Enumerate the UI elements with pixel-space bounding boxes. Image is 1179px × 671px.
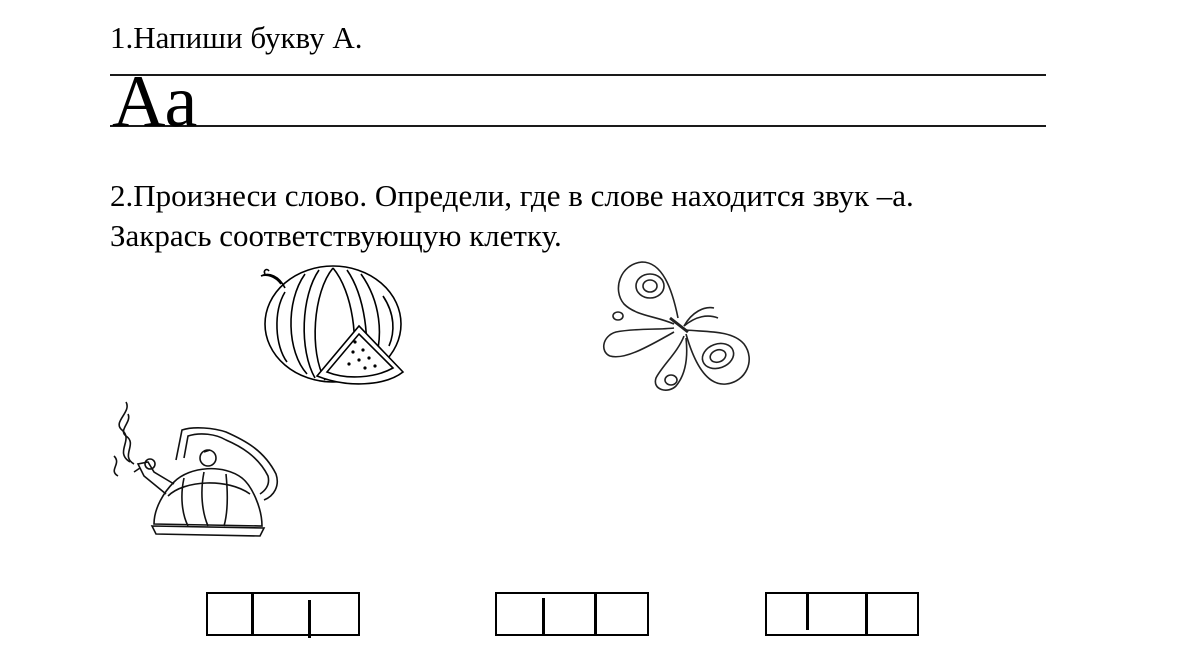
scheme-cell-divider <box>594 594 597 634</box>
butterfly-picture <box>596 256 756 396</box>
task-2-instructions <box>110 176 914 256</box>
task-2-line-2: Закрась соответствующую клетку. <box>110 218 562 253</box>
kettle-icon <box>104 400 294 540</box>
writing-line-bottom <box>110 125 1046 127</box>
scheme-cell-divider <box>865 594 868 634</box>
task-1-title: 1.Напиши букву А. <box>110 20 363 55</box>
watermelon-icon <box>255 262 410 397</box>
task-2-line-1: 2.Произнеси слово. Определи, где в слове находится звук –а. <box>110 178 914 213</box>
scheme-cell-divider <box>308 600 311 638</box>
butterfly-icon <box>596 256 756 396</box>
writing-line-top <box>110 74 1046 76</box>
sound-scheme-3[interactable] <box>765 592 919 636</box>
sound-scheme-2[interactable] <box>495 592 649 636</box>
scheme-cell-divider <box>542 598 545 636</box>
scheme-cell-divider <box>806 594 809 630</box>
kettle-picture <box>104 400 294 540</box>
watermelon-picture <box>255 262 410 397</box>
sound-scheme-1[interactable] <box>206 592 360 636</box>
scheme-cell-divider <box>251 594 254 634</box>
sample-letters: Аа <box>112 61 198 143</box>
